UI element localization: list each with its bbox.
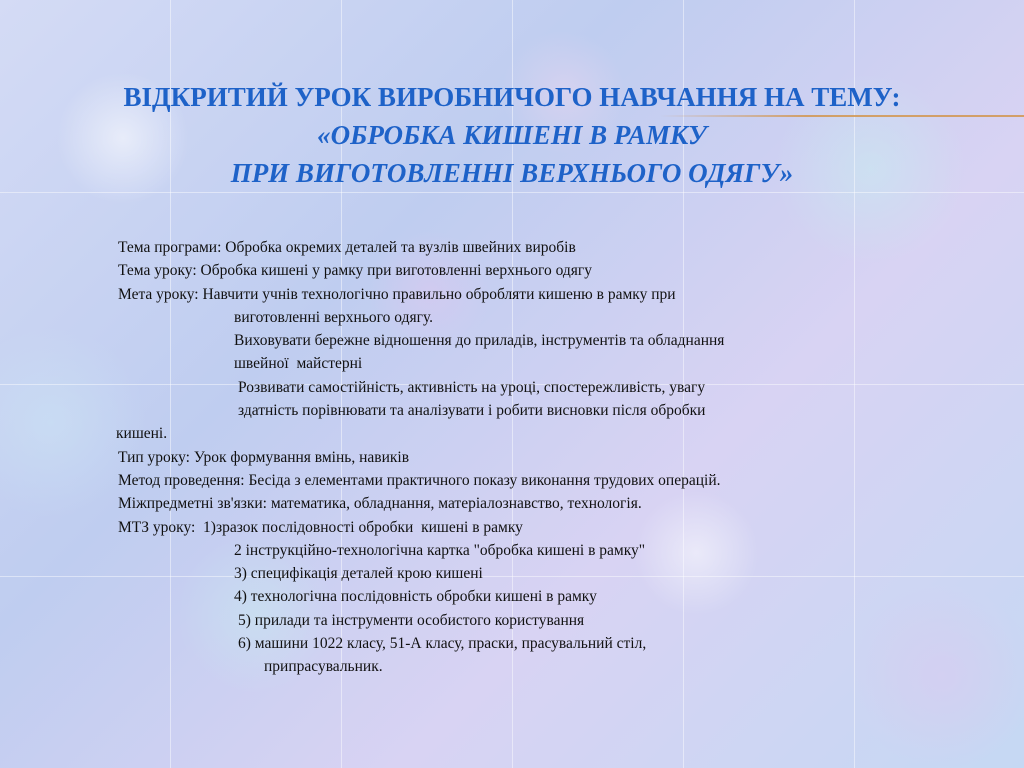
lesson-details [118,236,938,679]
mtz-item-3: 3) специфікація деталей крою кишені [234,565,483,583]
mtz-item-1: МТЗ уроку: 1)зразок послідовності обробки кишені в рамку [118,518,523,536]
lesson-type: Тип уроку: Урок формування вмінь, навиків [118,448,410,466]
lesson-goal-1-continued: виготовленні верхнього одягу. [234,308,434,326]
lesson-goal-2: Виховувати бережне відношення до приладів, інструментів та обладнання [234,332,725,350]
mtz-item-6-continued: припрасувальник. [264,658,383,676]
lesson-method: Метод проведення: Бесіда з елементами практичного показу виконання трудових операцій. [118,471,721,489]
lesson-goal-4: здатність порівнювати та аналізувати і робити висновки після обробки [238,402,706,420]
title-line-3: ПРИ ВИГОТОВЛЕННІ ВЕРХНЬОГО ОДЯГУ» [230,158,794,188]
background-grid-line [0,192,1024,193]
lesson-goal-1: Мета уроку: Навчити учнів технологічно правильно обробляти кишеню в рамку при [118,285,676,303]
lesson-goal-3: Розвивати самостійність, активність на уроці, спостережливість, увагу [238,378,706,396]
title-line-1: ВІДКРИТИЙ УРОК ВИРОБНИЧОГО НАВЧАННЯ НА ТЕМУ: [123,82,901,112]
mtz-item-6: 6) машини 1022 класу, 51-А класу, праски, прасувальний стіл, [238,635,647,653]
slide-title [0,78,1024,192]
mtz-item-5: 5) прилади та інструменти особистого користування [238,611,585,629]
mtz-item-2: 2 інструкційно-технологічна картка "обробка кишені в рамку" [234,541,646,559]
title-line-2: «ОБРОБКА КИШЕНІ В РАМКУ [317,120,707,150]
interdisciplinary-links: Міжпредметні зв'язки: математика, обладнання, матеріалознавство, технологія. [118,495,642,513]
program-topic: Тема програми: Обробка окремих деталей та вузлів швейних виробів [118,239,576,256]
mtz-item-4: 4) технологічна послідовність обробки кишені в рамку [234,588,597,606]
lesson-goal-4-continued: кишені. [116,425,168,443]
lesson-goal-2-continued: швейної майстерні [234,355,363,373]
lesson-topic: Тема уроку: Обробка кишені у рамку при виготовленні верхнього одягу [118,262,593,280]
